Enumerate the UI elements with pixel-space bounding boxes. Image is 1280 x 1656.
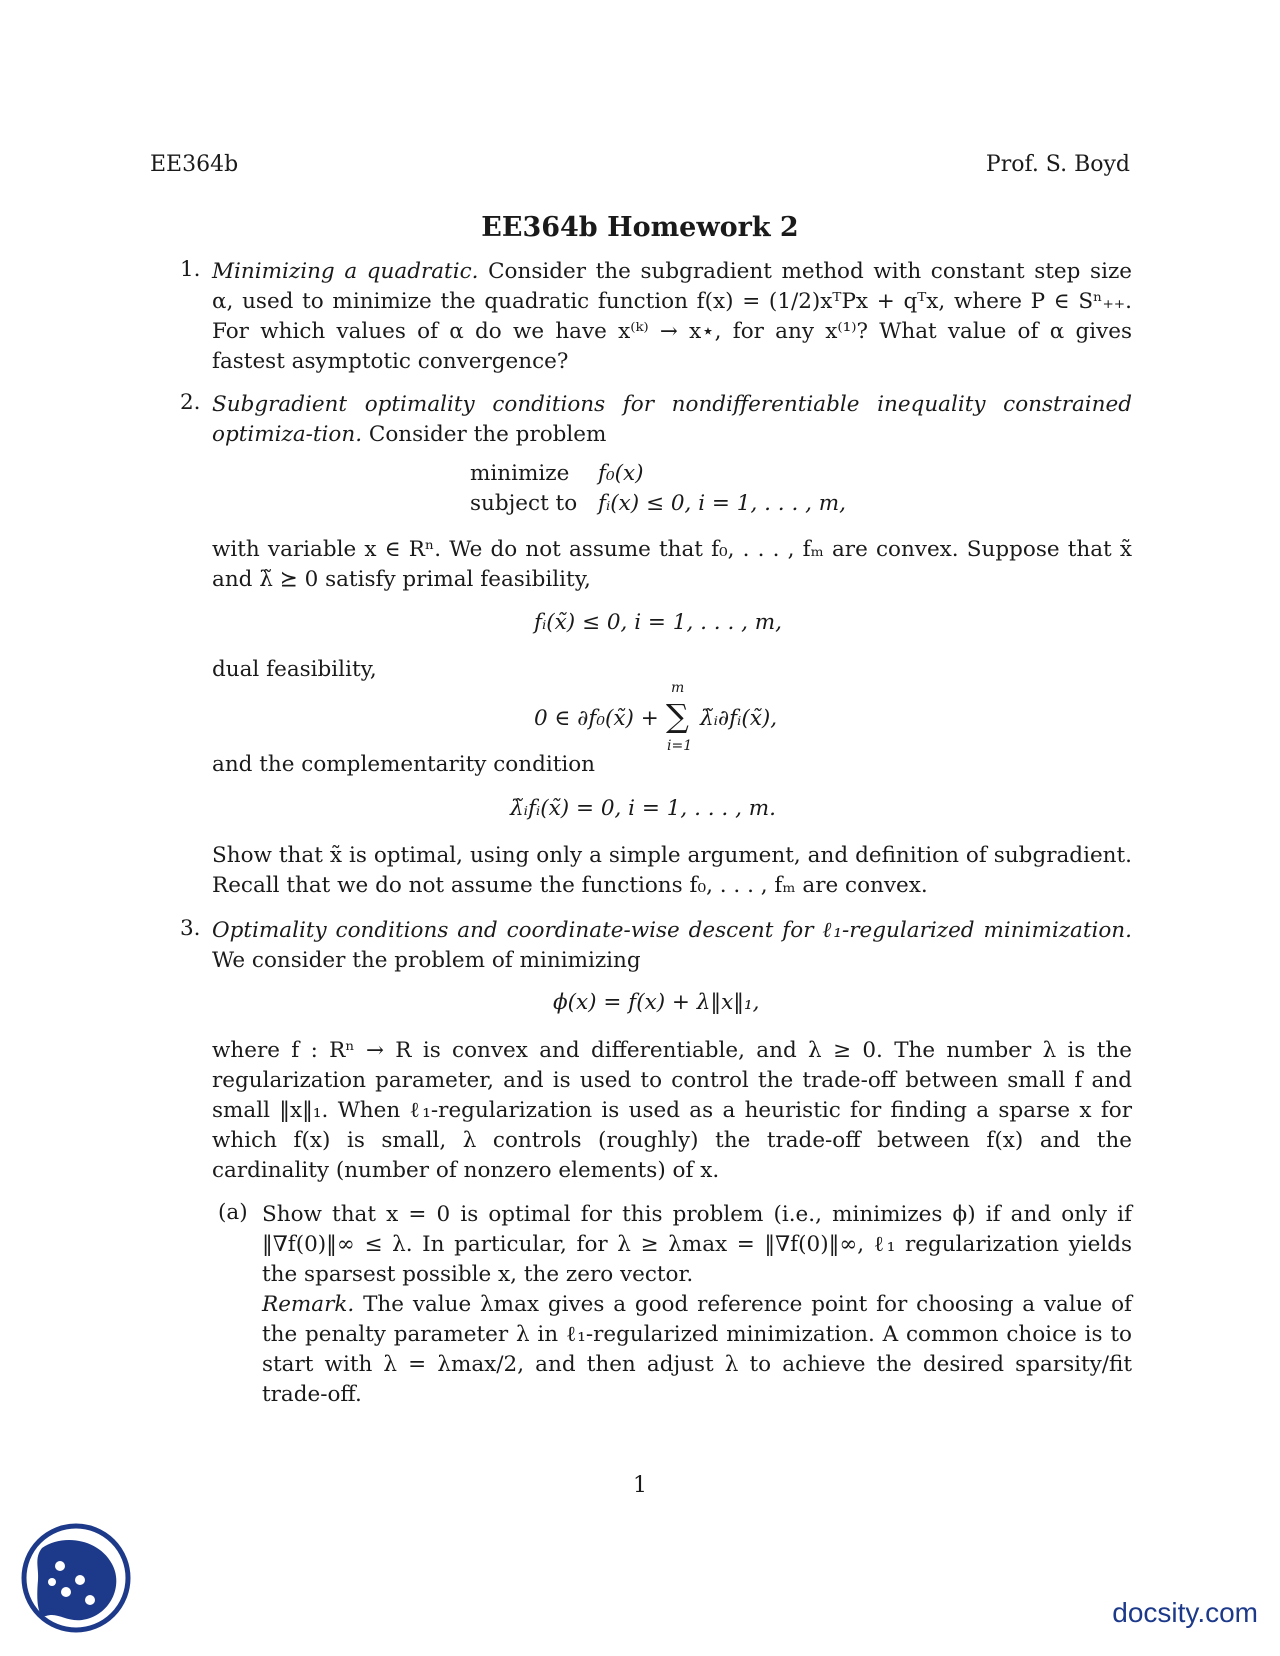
problem-2-objective-label: minimize <box>470 461 570 486</box>
problem-2-text-3: and the complementarity condition <box>212 752 596 777</box>
problem-2-constraint-label: subject to <box>470 491 578 516</box>
problem-1-text: Consider the subgradient method with constant step size α, used to minimize the quadratic function f(x) = (1/2)xᵀPx + qᵀx, where P ∈ Sⁿ₊₊. For which values of α do we have x⁽ᵏ⁾ → x⋆, for any x⁽¹⁾? What value of α gives fastest asymptotic convergence? <box>212 259 1132 374</box>
problem-2-sum-symbol: ∑ <box>666 697 689 735</box>
problem-2-complementarity: λ̃ᵢfᵢ(x̃) = 0, i = 1, . . . , m. <box>510 796 776 821</box>
page-number: 1 <box>633 1473 647 1498</box>
problem-3-intro: We consider the problem of minimizing <box>212 948 641 973</box>
problem-2-constraint: fᵢ(x) ≤ 0, i = 1, . . . , m, <box>598 491 847 516</box>
problem-2-text-2: dual feasibility, <box>212 657 377 682</box>
problem-2-heading: Subgradient optimality conditions for nondifferentiable inequality constrained optimiza-tion. <box>212 392 1132 447</box>
page-title: EE364b Homework 2 <box>481 212 799 243</box>
problem-2-sum-lower: i=1 <box>667 738 693 754</box>
problem-3a-label: (a) <box>218 1200 248 1225</box>
docsity-logo-icon[interactable] <box>20 1520 132 1636</box>
remark-text: The value λmax gives a good reference point for choosing a value of the penalty parameter λ in ℓ₁-regularized minimization. A common choice is to start with λ = λmax/2, and then adjust λ to achieve the desired sparsity/fit trade-off. <box>262 1292 1132 1407</box>
problem-3-text-1: where f : Rⁿ → R is convex and differentiable, and λ ≥ 0. The number λ is the regularization parameter, and is used to control the trade-off between small f and small ‖x‖₁. When ℓ₁-regularization is used as a heuristic for finding a sparse x for which f(x) is small, λ controls (roughly) the trade-off between f(x) and the cardinality (number of nonzero elements) of x. <box>212 1038 1132 1183</box>
problem-3-intro-block <box>212 916 1132 976</box>
problem-3-number: 3. <box>180 916 201 941</box>
problem-2-text-1: with variable x ∈ Rⁿ. We do not assume that f₀, . . . , fₘ are convex. Suppose that x̃ and λ̃ ⪰ 0 satisfy primal feasibility, <box>212 537 1132 592</box>
header-course: EE364b <box>150 152 239 177</box>
problem-2-dual-feasibility-right: λ̃ᵢ∂fᵢ(x̃), <box>700 706 778 731</box>
problem-2-intro-block <box>212 390 1132 450</box>
docsity-brand-link[interactable]: docsity.com <box>1112 1597 1258 1628</box>
problem-3a-text: Show that x = 0 is optimal for this problem (i.e., minimizes ϕ) if and only if ‖∇f(0)‖∞ ≤ λ. In particular, for λ ≥ λmax = ‖∇f(0)‖∞, ℓ₁ regularization yields the sparsest possible x, the zero vector. <box>262 1202 1132 1287</box>
problem-1-number: 1. <box>180 257 201 282</box>
problem-3-heading: Optimality conditions and coordinate-wise descent for ℓ₁-regularized minimization. <box>212 918 1132 943</box>
problem-2-dual-feasibility-left: 0 ∈ ∂f₀(x̃) + <box>534 706 659 731</box>
problem-2-primal-feasibility: fᵢ(x̃) ≤ 0, i = 1, . . . , m, <box>534 610 783 635</box>
header-author: Prof. S. Boyd <box>985 152 1130 177</box>
problem-2-text-4: Show that x̃ is optimal, using only a simple argument, and definition of subgradient. Recall that we do not assume the functions f₀, . . . , fₘ are convex. <box>212 843 1132 898</box>
problem-2-objective: f₀(x) <box>598 461 644 486</box>
remark-label: Remark. <box>262 1292 355 1317</box>
problem-2-number: 2. <box>180 390 201 415</box>
problem-3-objective: ϕ(x) = f(x) + λ‖x‖₁, <box>553 990 760 1015</box>
problem-1-body <box>212 257 1132 377</box>
problem-1-heading: Minimizing a quadratic. <box>212 259 479 284</box>
problem-2-intro: Consider the problem <box>368 422 607 447</box>
problem-3a-remark <box>262 1290 1132 1410</box>
problem-2-sum-upper: m <box>671 680 685 696</box>
